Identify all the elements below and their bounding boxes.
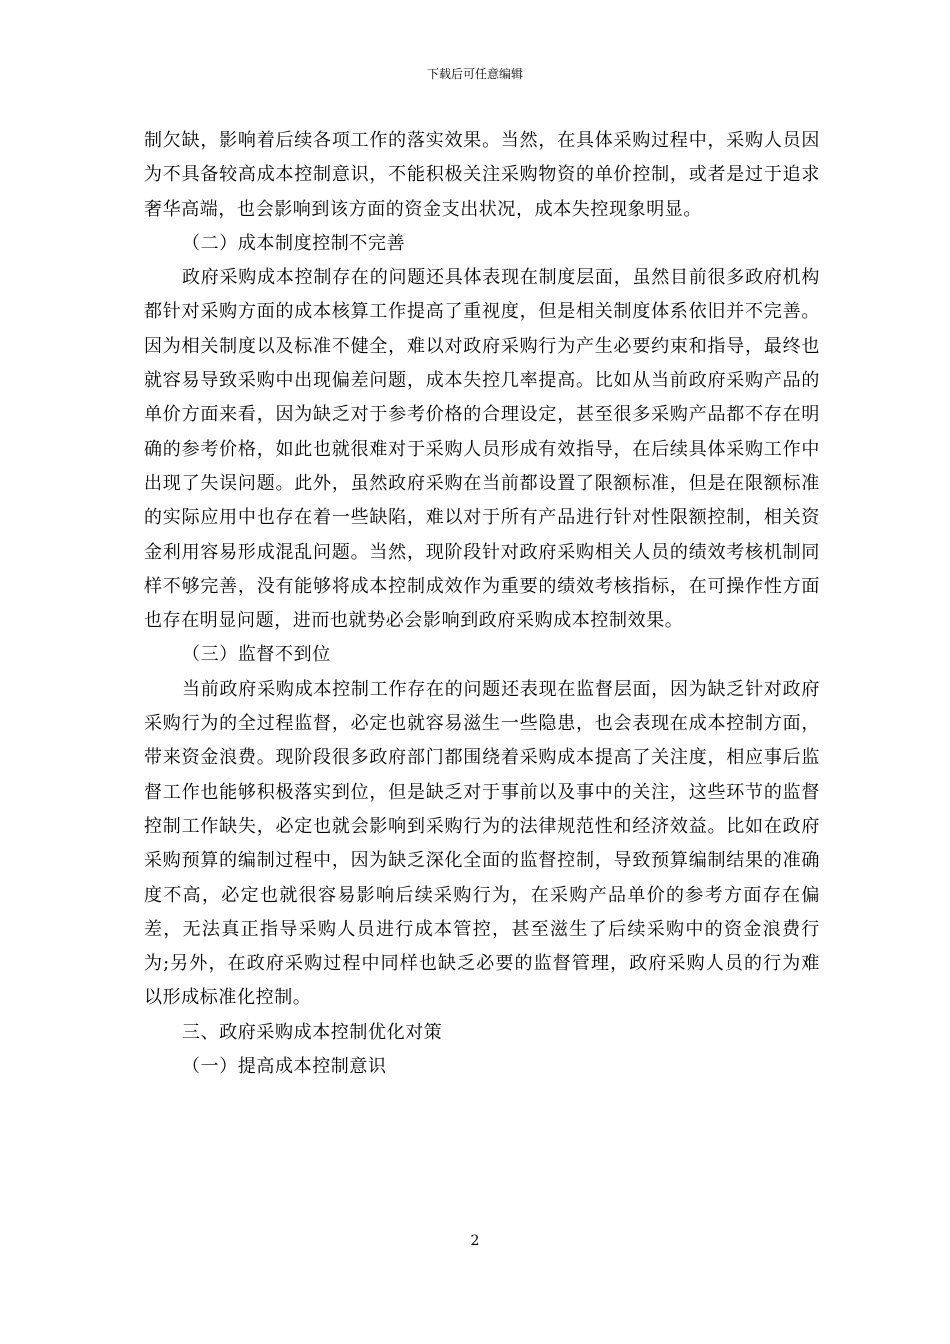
document-body: [144, 124, 820, 1084]
chapter-heading-3: 三、政府采购成本控制优化对策: [182, 1021, 443, 1043]
page-number: 2: [470, 1233, 480, 1249]
section-heading-2: （二）成本制度控制不完善: [182, 232, 406, 254]
section-heading-1: （一）提高成本控制意识: [182, 1056, 387, 1078]
paragraph-supervision: 当前政府采购成本控制工作存在的问题还表现在监督层面，因为缺乏针对政府采购行为的全过程监督，必定也就容易滋生一些隐患，也会表现在成本控制方面，带来资金浪费。现阶段很多政府部门都围绕着采购成本提高了关注度，相应事后监督工作也能够积极落实到位，但是缺乏对于事前以及事中的关注，这些环节的监督控制工作缺失，必定也就会影响到采购行为的法律规范性和经济效益。比如在政府采购预算的编制过程中，因为缺乏深化全面的监督控制，导致预算编制结果的准确度不高，必定也就很容易影响后续采购行为，在采购产品单价的参考方面存在偏差，无法真正指导采购人员进行成本管控，甚至滋生了后续采购中的资金浪费行为;另外，在政府采购过程中同样也缺乏必要的监督管理，政府采购人员的行为难以形成标准化控制。: [144, 678, 820, 1009]
paragraph-continuation: 制欠缺，影响着后续各项工作的落实效果。当然，在具体采购过程中，采购人员因为不具备较高成本控制意识，不能积极关注采购物资的单价控制，或者是过于追求奢华高端，也会影响到该方面的资金支出状况，成本失控现象明显。: [144, 130, 820, 220]
section-heading-3: （三）监督不到位: [182, 644, 331, 666]
paragraph-institution: 政府采购成本控制存在的问题还具体表现在制度层面，虽然目前很多政府机构都针对采购方面的成本核算工作提高了重视度，但是相关制度体系依旧并不完善。因为相关制度以及标准不健全，难以对政府采购行为产生必要约束和指导，最终也就容易导致采购中出现偏差问题，成本失控几率提高。比如从当前政府采购产品的单价方面来看，因为缺乏对于参考价格的合理设定，甚至很多采购产品都不存在明确的参考价格，如此也就很难对于采购人员形成有效指导，在后续具体采购工作中出现了失误问题。此外，虽然政府采购在当前都设置了限额标准，但是在限额标准的实际应用中也存在着一些缺陷，难以对于所有产品进行针对性限额控制，相关资金利用容易形成混乱问题。当然，现阶段针对政府采购相关人员的绩效考核机制同样不够完善，没有能够将成本控制成效作为重要的绩效考核指标，在可操作性方面也存在明显问题，进而也就势必会影响到政府采购成本控制效果。: [144, 267, 820, 632]
page-header: 下载后可任意编辑: [426, 67, 523, 81]
